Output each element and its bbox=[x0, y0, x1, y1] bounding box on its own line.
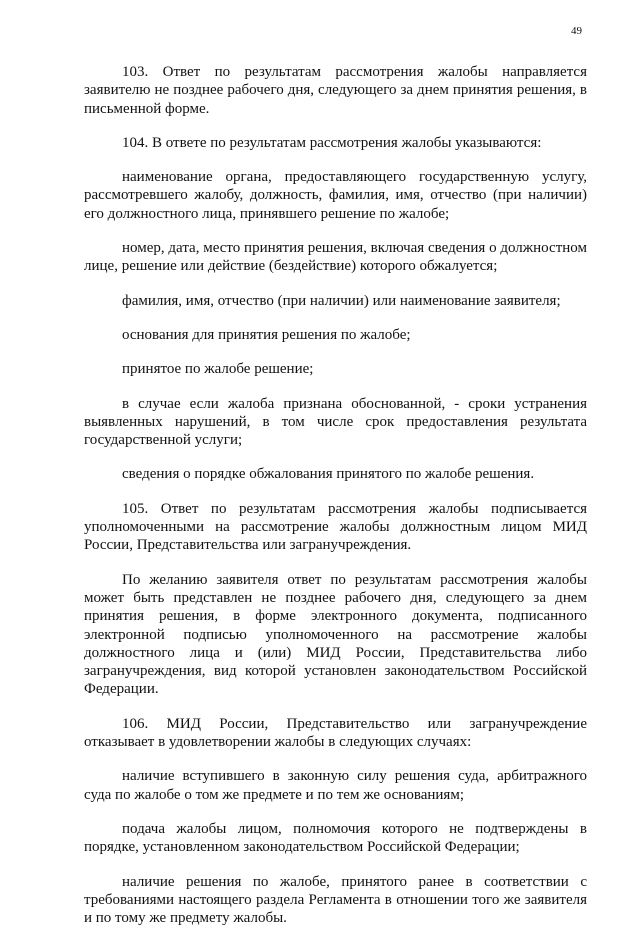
list-item-prior-decision: наличие решения по жалобе, принятого ранее в соответствии с требованиями настоящего раздела Регламента в отношении того же заявителя и по тому же предмету жалобы. bbox=[84, 873, 587, 927]
document-body bbox=[84, 63, 587, 943]
paragraph-105: 105. Ответ по результатам рассмотрения жалобы подписывается уполномоченными на рассмотрение жалобы должностным лицом МИД России, Представительства или загранучреждения. bbox=[84, 500, 587, 554]
list-item-remedy-deadlines: в случае если жалоба признана обоснованной, - сроки устранения выявленных нарушений, в том числе срок предоставления результата государственной услуги; bbox=[84, 395, 587, 449]
list-item-decision-grounds: основания для принятия решения по жалобе; bbox=[122, 326, 411, 343]
list-item-applicant-name: фамилия, имя, отчество (при наличии) или наименование заявителя; bbox=[122, 292, 561, 309]
paragraph-106: 106. МИД России, Представительство или загранучреждение отказывает в удовлетворении жалобы в следующих случаях: bbox=[84, 715, 587, 751]
list-item-organ-name: наименование органа, предоставляющего государственную услугу, рассмотревшего жалобу, должность, фамилия, имя, отчество (при наличии) его должностного лица, принявшего решение по жалобе; bbox=[84, 169, 587, 222]
list-item-appeal-procedure: сведения о порядке обжалования принятого по жалобе решения. bbox=[122, 466, 535, 483]
paragraph-104: 104. В ответе по результатам рассмотрения жалобы указываются: bbox=[122, 134, 542, 151]
paragraph-electronic-answer: По желанию заявителя ответ по результатам рассмотрения жалобы может быть представлен не позднее рабочего дня, следующего за днем принятия решения, в форме электронного документа, подписанного электронной подписью уполномоченного на рассмотрение жалобы должностного лица и (или) МИД России, Представительства либо загранучреждения, вид которой установлен законодательством Российской Федерации. bbox=[84, 571, 587, 698]
list-item-unconfirmed-authority: подача жалобы лицом, полномочия которого не подтверждены в порядке, установленном законодательством Российской Федерации; bbox=[84, 820, 587, 856]
list-item-decision: принятое по жалобе решение; bbox=[122, 361, 314, 378]
paragraph-103: 103. Ответ по результатам рассмотрения жалобы направляется заявителю не позднее рабочего дня, следующего за днем принятия решения, в письменной форме. bbox=[84, 64, 587, 117]
list-item-decision-number: номер, дата, место принятия решения, включая сведения о должностном лице, решение или действие (бездействие) которого обжалуется; bbox=[84, 240, 587, 275]
page-number: 49 bbox=[571, 25, 582, 37]
list-item-court-decision: наличие вступившего в законную силу решения суда, арбитражного суда по жалобе о том же предмете и по тем же основаниям; bbox=[84, 768, 587, 803]
